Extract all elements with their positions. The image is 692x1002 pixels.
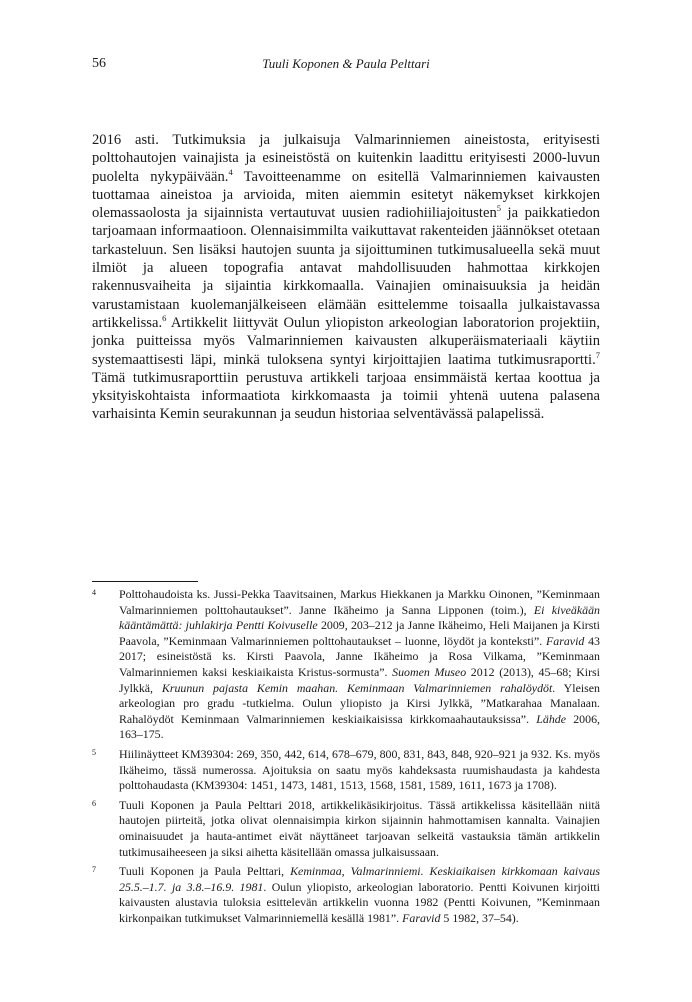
footnote-5 xyxy=(92,747,600,794)
body-sentence-3: ja paikkatiedon tarjoamaan informaatioon. Olennaisimmilta vaikuttavat rakenteiden jäännökset otetaan tarkasteluun. Sen lisäksi hautojen suunta ja sijoittuminen tutkimusalueella sekä muut ilmiöt ja alueen topografia antavat mahdollisuuden hahmottaa kirkkojen rakennusvaiheita ja sijaintia kirkkomaalla. Vainajien ominaisuuksia ja heidän varustamistaan kuolemanjälkeiseen elämään esittelemme toisaalla julkaistavassa artikkelissa. xyxy=(92,205,600,331)
footnote-title: Kruunun pajasta Kemin maahan. Keminmaan Valmarinniemen rahalöydöt xyxy=(161,680,553,695)
footnote-ref-7[interactable]: 7 xyxy=(595,349,600,360)
footnote-6 xyxy=(92,798,600,860)
footnote-title: Faravid xyxy=(546,633,585,648)
footnote-4 xyxy=(92,587,600,743)
footnote-title: Keminmaa, Valmarinniemi. Keskiaikaisen kirkkomaan kaivaus 25.5.–1.7. ja 3.8.–16.9. 1981 xyxy=(119,864,600,894)
footnote-text xyxy=(119,864,600,926)
footnote-segment: 2006, 163–175. xyxy=(119,711,600,742)
footnote-ref-4[interactable]: 4 xyxy=(228,166,233,177)
footnote-number: 7 xyxy=(92,865,96,875)
footnote-segment: . Yleisen arkeologian pro gradu -tutkielma. Oulun yliopisto ja Kirsi Jylkkä, ”Matkarahaa Manalaan. Rahalöydöt Keminmaan Valmarinniemen keskiaikaisissa kirkkomaahautauksissa”. xyxy=(119,680,600,726)
body-sentence-1: 2016 asti. Tutkimuksia ja julkaisuja Valmarinniemen aineistosta, erityisesti polttohautojen vainajista ja esineistöstä on kuitenkin laadittu erityisesti 2000-luvun puolelta nykypäivään. xyxy=(92,132,600,185)
body-sentence-4: Artikkelit liittyvät Oulun yliopiston arkeologian laboratorion projektiin, jonka puitteissa myös Valmarinniemen kaivausten alkuperäismateriaali käytiin systemaattisesti läpi, minkä tuloksena syntyi kirjoittajien laatima tutkimusraportti. xyxy=(92,314,600,368)
running-head: Tuuli Koponen & Paula Pelttari xyxy=(262,56,430,71)
footnote-title: Suomen Museo xyxy=(392,664,467,679)
page-number: 56 xyxy=(92,56,106,71)
footnote-segment: Tuuli Koponen ja Paula Pelttari, xyxy=(119,864,291,879)
footnotes xyxy=(92,587,600,930)
footnote-segment: 2012 (2013), 45–68; Kirsi Jylkkä, xyxy=(119,664,600,695)
footnote-number: 6 xyxy=(92,798,96,808)
body-paragraph xyxy=(92,131,600,424)
footnote-number: 5 xyxy=(92,747,96,757)
footnote-text: Tuuli Koponen ja Paula Pelttari 2018, artikkelikäsikirjoitus. Tässä artikkelissa käsitellään niitä hautojen piirteitä, jotka olivat olennaisimpia kirkon sijainnin hahmottamisen kannalta. Vainajien ominaisuudet ja hauta-antimet eivät näyttäneet tarjoavan selkeitä vastauksia tämän artikkelin tutkimusaiheeseen ja siksi aihetta käsitellään omassa julkaisussaan. xyxy=(119,797,600,859)
footnote-7 xyxy=(92,864,600,926)
footnote-segment: 43 2017; esineistöstä ks. Kirsti Paavola, Janne Ikäheimo ja Rosa Vilkama, ”Keminmaan Valmarinniemen kaksi keskiaikaista Kristus-sormusta”. xyxy=(119,633,600,679)
footnote-divider xyxy=(92,581,198,582)
footnote-ref-6[interactable]: 6 xyxy=(162,313,167,324)
footnote-text xyxy=(119,587,600,743)
footnote-title: Ei kiveäkään kääntämättä: juhlakirja Pentti Koivuselle xyxy=(119,602,600,633)
body-sentence-5: Tämä tutkimusraporttiin perustuva artikkeli tarjoaa ensimmäistä kertaa koottua ja yksityiskohtaista informaatiota kirkkomaasta ja toimii yhtenä uutena palasena varhaisinta Kemin seurakunnan ja seudun historiaa selventävässä palapelissä. xyxy=(92,369,600,423)
footnote-segment: Polttohaudoista ks. Jussi-Pekka Taavitsainen, Markus Hiekkanen ja Markku Oinonen, ”Keminmaan Valmarinniemen polttohautaukset”. Janne Ikäheimo ja Sanna Lipponen (toim.), xyxy=(119,587,600,617)
footnote-segment: . Oulun yliopisto, arkeologian laboratorio. Pentti Koivunen kirjoitti kaivausten alustavia tuloksia esittelevän artikkelin vuonna 1982 (Pentti Koivunen, ”Keminmaan kirkonpaikan tutkimukset Valmarinniemellä kesällä 1981”. xyxy=(119,879,600,925)
footnote-number: 4 xyxy=(92,588,96,597)
footnote-segment: 2009, 203–212 ja Janne Ikäheimo, Heli Maijanen ja Kirsti Paavola, ”Keminmaan Valmarinniemen polttohautaukset – luonne, löydöt ja konteksti”. xyxy=(119,618,600,648)
footnote-segment: 5 1982, 37–54). xyxy=(440,910,519,925)
footnote-title: Faravid xyxy=(402,910,441,925)
footnote-text: Hiilinäytteet KM39304: 269, 350, 442, 614, 678–679, 800, 831, 843, 848, 920–921 ja 932. Ks. myös Ikäheimo, tässä numerossa. Ajoituksia on saatu myös kahdeksasta ruumishaudasta ja kahdesta polttohaudasta (KM39304: 1451, 1473, 1481, 1513, 1568, 1581, 1589, 1611, 1673 ja 1708). xyxy=(119,746,600,793)
footnote-title: Lähde xyxy=(536,711,567,726)
body-sentence-2: Tavoitteenamme on esitellä Valmarinniemen kaivausten tuottamaa aineistoa ja arvioida, miten aiemmin esitetyt näkemykset kirkkojen olemassaolosta ja sijainnista vertautuvat uusien radiohiiliajoitusten xyxy=(92,168,600,222)
footnote-ref-5[interactable]: 5 xyxy=(496,203,501,214)
